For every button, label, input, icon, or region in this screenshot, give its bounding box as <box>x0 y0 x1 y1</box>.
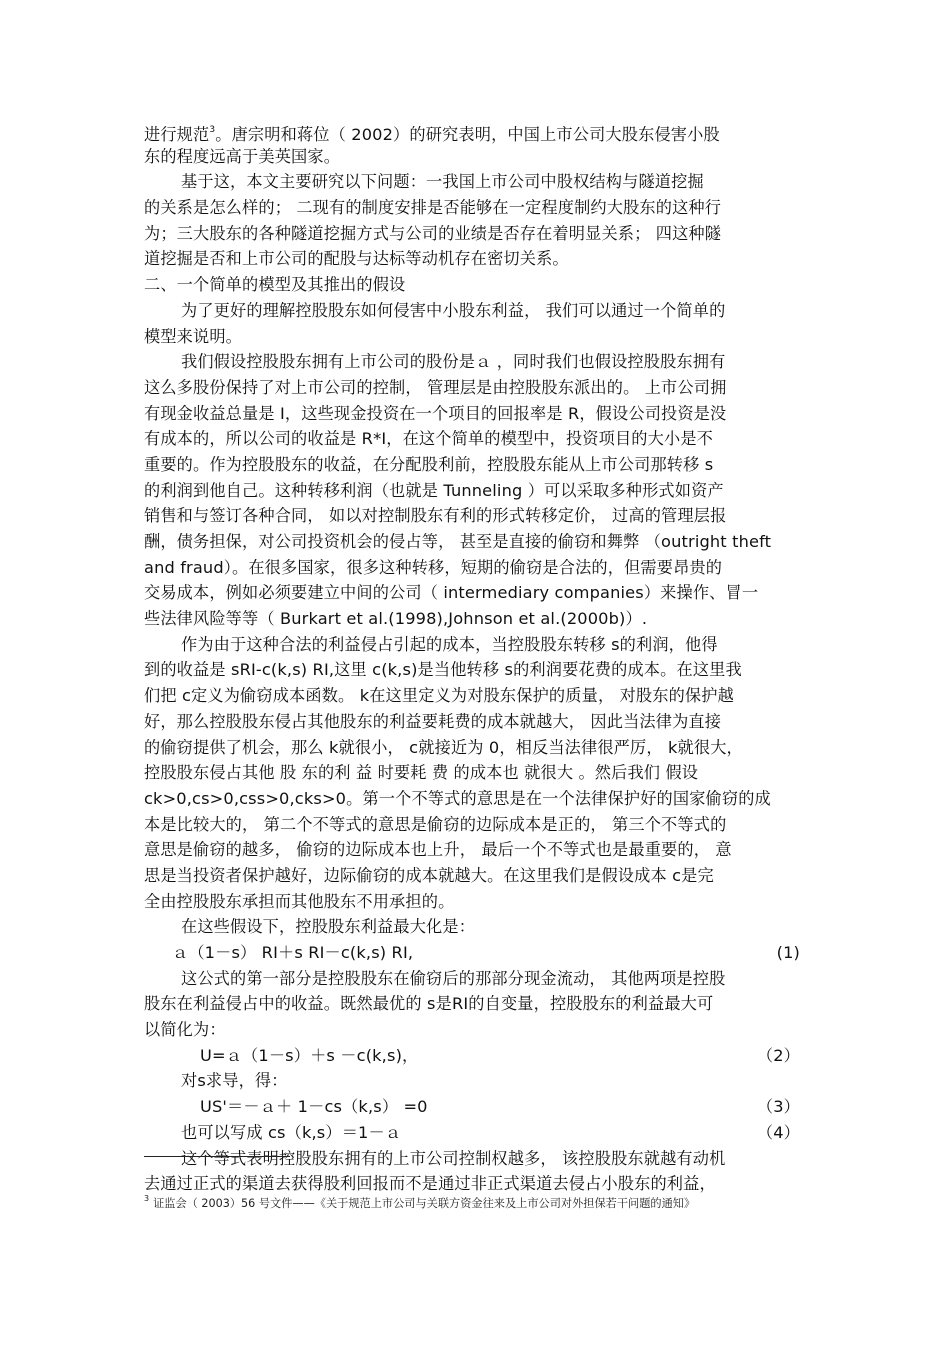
section-heading: 二、一个简单的模型及其推出的假设 <box>144 275 406 295</box>
text-line: 的偷窃提供了机会，那么 k就很小， c就接近为 0，相反当法律很严厉， k就很大， <box>144 737 743 757</box>
text-line: 模型来说明。 <box>144 326 243 346</box>
text-line: 有成本的，所以公司的收益是 R*I，在这个简单的模型中，投资项目的大小是不 <box>144 429 713 449</box>
text-line: 进行规范$^3$。唐宗明和蒋位（ 2002）的研究表明，中国上市公司大股东侵害小股 <box>144 125 720 144</box>
footnote-divider <box>144 1156 290 1157</box>
paragraph-start: 这公式的第一部分是控股股东在偷窃后的那部分现金流动， 其他两项是控股 <box>181 968 726 988</box>
text-line: 有现金收益总量是 I，这些现金投资在一个项目的回报率是 R，假设公司投资是没 <box>144 403 727 423</box>
footnote-number: 3 <box>144 1194 150 1203</box>
paragraph-start: 这个等式表明控股股东拥有的上市公司控制权越多， 该控股股东就越有动机 <box>181 1148 726 1168</box>
text-line: 控股股东侵占其他 股 东的利 益 时要耗 费 的成本也 就很大 。然后我们 假设 <box>144 763 699 783</box>
text-line: 重要的。作为控股股东的收益，在分配股利前，控股股东能从上市公司那转移 s <box>144 454 714 474</box>
paragraph-start: 为了更好的理解控股股东如何侵害中小股东利益， 我们可以通过一个简单的 <box>181 300 726 320</box>
text-line: 股东在利益侵占中的收益。既然最优的 s是RI的自变量，控股股东的利益最大可 <box>144 994 714 1014</box>
text-line: 们把 c定义为偷窃成本函数。 k在这里定义为对股东保护的质量， 对股东的保护越 <box>144 686 734 706</box>
paragraph-start: 我们假设控股股东拥有上市公司的股份是ａ ，同时我们也假设控股股东拥有 <box>181 352 726 372</box>
equation-3: US'＝－ａ＋ 1－cs（k,s） =0 （3） <box>144 1094 812 1120</box>
text-line: 以简化为： <box>144 1020 226 1040</box>
footnote-text: 证监会（ 2003）56 号文件——《关于规范上市公司与关联方资金往来及上市公司对外担保若干问题的通知》 <box>153 1197 696 1210</box>
text-line: and fraud）。在很多国家，很多这种转移，短期的偷窃是合法的，但需要昂贵的 <box>144 557 723 577</box>
text-line: 意思是偷窃的越多， 偷窃的边际成本也上升， 最后一个不等式也是最重要的， 意 <box>144 840 732 860</box>
text-line: 销售和与签订各种合同， 如以对控制股东有利的形式转移定价， 过高的管理层报 <box>144 506 727 526</box>
paragraph-start: 在这些假设下，控股股东利益最大化是： <box>181 917 476 937</box>
document-body <box>144 118 812 1197</box>
equation-2: U=ａ（1－s）＋s －c(k,s)， （2） <box>144 1043 812 1069</box>
text-line: 对s求导，得： <box>181 1071 288 1091</box>
text-line: 本是比较大的， 第二个不等式的意思是偷窃的边际成本是正的， 第三个不等式的 <box>144 814 727 834</box>
text-line: 到的收益是 sRI-c(k,s) RI,这里 c(k,s)是当他转移 s的利润要花费的成本。在这里我 <box>144 660 742 680</box>
equation-number: （2） <box>756 1045 800 1065</box>
text-line: 去通过正式的渠道去获得股利回报而不是通过非正式渠道去侵占小股东的利益， <box>144 1174 716 1194</box>
text-line: 为；三大股东的各种隧道挖掘方式与公司的业绩是否存在着明显关系； 四这种隧 <box>144 223 722 243</box>
text-line: 的关系是怎么样的； 二现有的制度安排是否能够在一定程度制约大股东的这种行 <box>144 198 722 218</box>
text-line: 这么多股份保持了对上市公司的控制， 管理层是由控股股东派出的。 上市公司拥 <box>144 377 727 397</box>
text-line: 道挖掘是否和上市公司的配股与达标等动机存在密切关系。 <box>144 249 569 269</box>
text-line: 思是当投资者保护越好，边际偷窃的成本就越大。在这里我们是假设成本 c是完 <box>144 865 714 885</box>
equation-number: （4） <box>756 1122 800 1142</box>
footnote <box>144 1190 784 1212</box>
paragraph-start: 基于这，本文主要研究以下问题：一我国上市公司中股权结构与隧道挖掘 <box>181 172 704 192</box>
equation-number: （3） <box>756 1097 800 1117</box>
equation-4: 也可以写成 cs（k,s）＝1－ａ （4） <box>144 1120 812 1146</box>
footnote-marker[interactable]: 3 <box>209 125 216 135</box>
text-line: 酬，债务担保，对公司投资机会的侵占等， 甚至是直接的偷窃和舞弊 （outright theft <box>144 532 772 551</box>
text-line: 交易成本，例如必须要建立中间的公司（ intermediary companies）来操作、冒一 <box>144 583 759 603</box>
text-line: 东的程度远高于美英国家。 <box>144 146 341 166</box>
text-line: ck>0,cs>0,css>0,cks>0。第一个不等式的意思是在一个法律保护好的国家偷窃的成 <box>144 788 771 808</box>
equation-number: (1) <box>776 943 800 962</box>
text-line: 全由控股股东承担而其他股东不用承担的。 <box>144 891 455 911</box>
text-line: 好，那么控股股东侵占其他股东的利益要耗费的成本就越大， 因此当法律为直接 <box>144 711 722 731</box>
equation-1: ａ（1－s） RI＋s RI－c(k,s) RI, (1) <box>144 940 812 966</box>
text-line: 些法律风险等等（ Burkart et al.(1998),Johnson et al.(2000b)）. <box>144 609 648 629</box>
paragraph-start: 作为由于这种合法的利益侵占引起的成本，当控股股东转移 s的利润，他得 <box>181 634 718 654</box>
text-line: 的利润到他自己。这种转移利润（也就是 Tunneling ）可以采取多种形式如资产 <box>144 480 724 500</box>
